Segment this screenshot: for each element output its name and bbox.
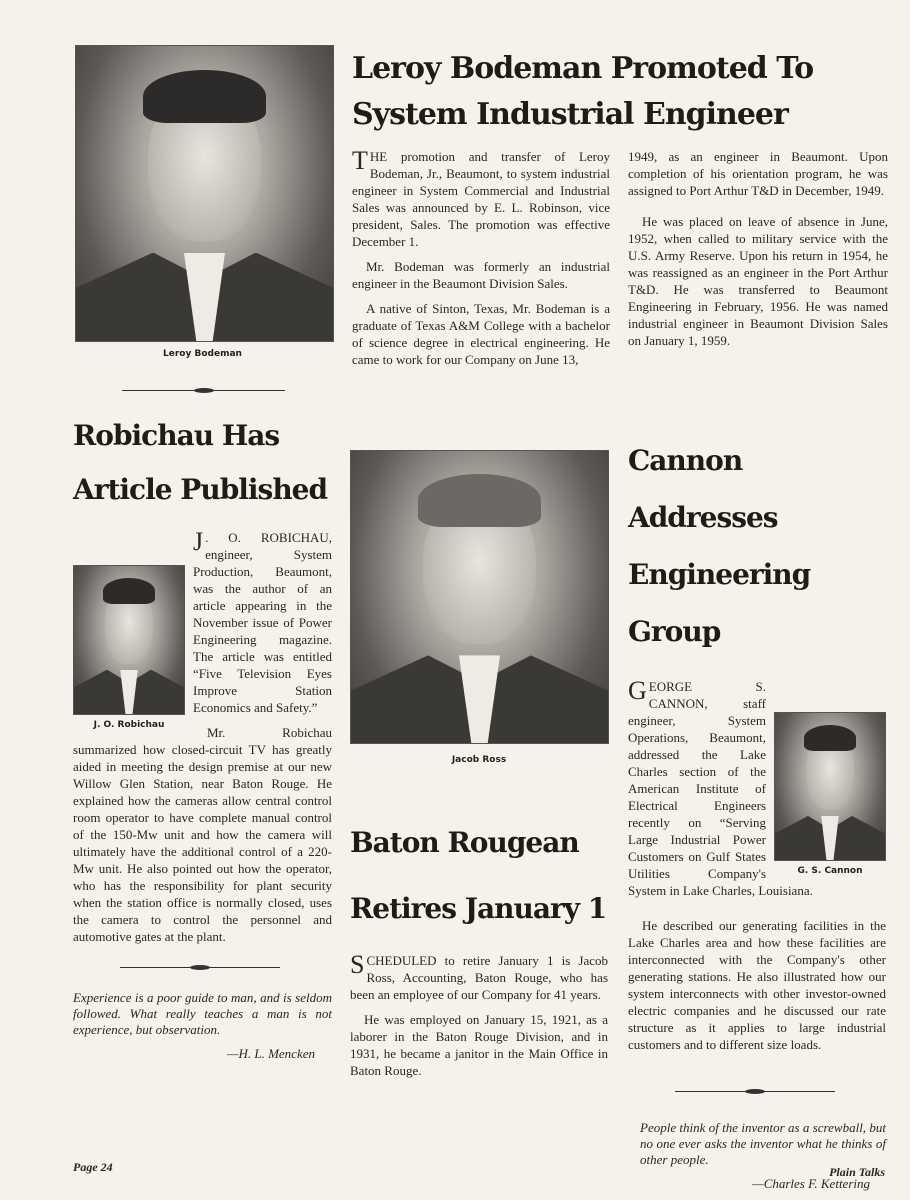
bodeman-column-2	[628, 148, 888, 357]
paragraph: A native of Sinton, Texas, Mr. Bodeman is a graduate of Texas A&M College with a bachelor of science degree in electrical engineering. He came to work for our Company on June 13,	[352, 301, 610, 367]
article-title-robichau	[73, 409, 332, 517]
photo-caption: G. S. Cannon	[797, 866, 863, 876]
robichau-photo-block	[73, 565, 185, 731]
paragraph: He described our generating facilities in the Lake Charles area and how these facilities are interconnected with the Company's other generating stations. He also illustrated how our system interconnects with other investor-owned electric companies and he discussed our rate structure as it applies to large industrial customers and to different size loads.	[628, 918, 886, 1052]
title-line: Retires January 1	[350, 892, 607, 925]
cannon-body	[628, 678, 886, 1061]
title-line: System Industrial Engineer	[352, 97, 788, 132]
paragraph: 1949, as an engineer in Beaumont. Upon completion of his orientation program, he was assigned to Port Arthur T&D in December, 1949.	[628, 149, 888, 198]
ross-body	[350, 952, 608, 1087]
jacob-ross-photo	[350, 450, 609, 744]
photo-caption: J. O. Robichau	[93, 720, 165, 730]
drop-cap: G	[628, 676, 647, 705]
robichau-body	[73, 529, 332, 953]
title-line: Article Published	[73, 473, 328, 506]
divider	[122, 390, 285, 391]
quote-attribution: —H. L. Mencken	[226, 1046, 315, 1061]
left-column	[73, 45, 332, 1062]
title-line: Leroy Bodeman Promoted To	[352, 51, 814, 86]
divider	[120, 967, 280, 968]
bodeman-column-1	[352, 148, 610, 376]
cannon-photo-block	[774, 712, 886, 877]
drop-cap: J	[193, 527, 204, 556]
paragraph: He was employed on January 15, 1921, as a laborer in the Baton Rouge Division, and in 1931, he became a janitor in the Main Office in Baton Rouge.	[350, 1012, 608, 1078]
drop-cap: S	[350, 950, 365, 979]
photo-caption: Leroy Bodeman	[163, 349, 242, 359]
title-line: Baton Rougean	[350, 826, 579, 859]
robichau-photo	[73, 565, 185, 715]
leroy-bodeman-photo	[75, 45, 334, 342]
quote-text: Experience is a poor guide to man, and is seldom followed. What really teaches a man is not experience, but observation.	[73, 990, 332, 1037]
title-line: Cannon Addresses	[628, 444, 778, 534]
publication-name: Plain Talks	[829, 1165, 885, 1179]
paragraph: Mr. Bodeman was formerly an industrial engineer in the Beaumont Division Sales.	[352, 259, 610, 291]
page-number: Page 24	[73, 1160, 113, 1174]
article-title-bodeman	[352, 46, 813, 138]
quote-attribution: —Charles F. Kettering	[752, 1176, 870, 1191]
right-column	[628, 432, 886, 1192]
photo-caption: Jacob Ross	[451, 755, 507, 765]
quote-text: People think of the inventor as a screwball, but no one ever asks the inventor what he thinks of other people.	[640, 1120, 886, 1167]
paragraph: HE promotion and transfer of Leroy Bodeman, Jr., Beaumont, to system industrial engineer in System Commercial and Industrial Sales was announced by E. L. Robinson, vice president, Sales. The promotion was effective December 1.	[352, 149, 610, 249]
divider	[675, 1091, 835, 1092]
paragraph: . O. ROBICHAU, engineer, System Production, Beaumont, was the author of an article appearing in the November issue of Power Engineering magazine. The article was entitled “Five Television Eyes Improve Station Economics and Safety.”	[193, 530, 332, 715]
cannon-photo	[774, 712, 886, 861]
title-line: Engineering Group	[628, 558, 811, 648]
middle-column	[350, 450, 608, 1087]
paragraph: CHEDULED to retire January 1 is Jacob Ross, Accounting, Baton Rouge, who has been an employee of our Company for 41 years.	[350, 953, 608, 1002]
article-title-ross	[350, 810, 608, 942]
paragraph: Mr. Robichau summarized how closed-circuit TV has greatly aided in meeting the design premise at our new Willow Glen Station, near Baton Rouge. He explained how the cameras allow central control room operator to have complete manual control of the 150-Mw unit and how the camera will ultimately have the additional control of a 220-Mw unit. He also pointed out how the operator, who has the responsibility for plant security when the station office is normally closed, uses the camera to control the personnel and automotive gates at the plant.	[73, 725, 332, 944]
article-title-cannon	[628, 432, 886, 660]
drop-cap: T	[352, 146, 368, 175]
title-line: Robichau Has	[73, 419, 280, 452]
paragraph: EORGE S. CANNON, staff engineer, System Operations, Beaumont, addressed the Lake Charles section of the American Institute of Electrical Engineers recently on “Serving Large Industrial Power Customers on Gulf States Utilities Company's System in Lake Charles, Louisiana.	[628, 679, 813, 898]
paragraph: He was placed on leave of absence in June, 1952, when called to military service with the U.S. Army Reserve. Upon his return in 1954, he was reassigned as an engineer in the Port Arthur T&D. He was transferred to Beaumont Engineering in February, 1956. He was named industrial engineer in Beaumont Division Sales on January 1, 1959.	[628, 214, 888, 348]
